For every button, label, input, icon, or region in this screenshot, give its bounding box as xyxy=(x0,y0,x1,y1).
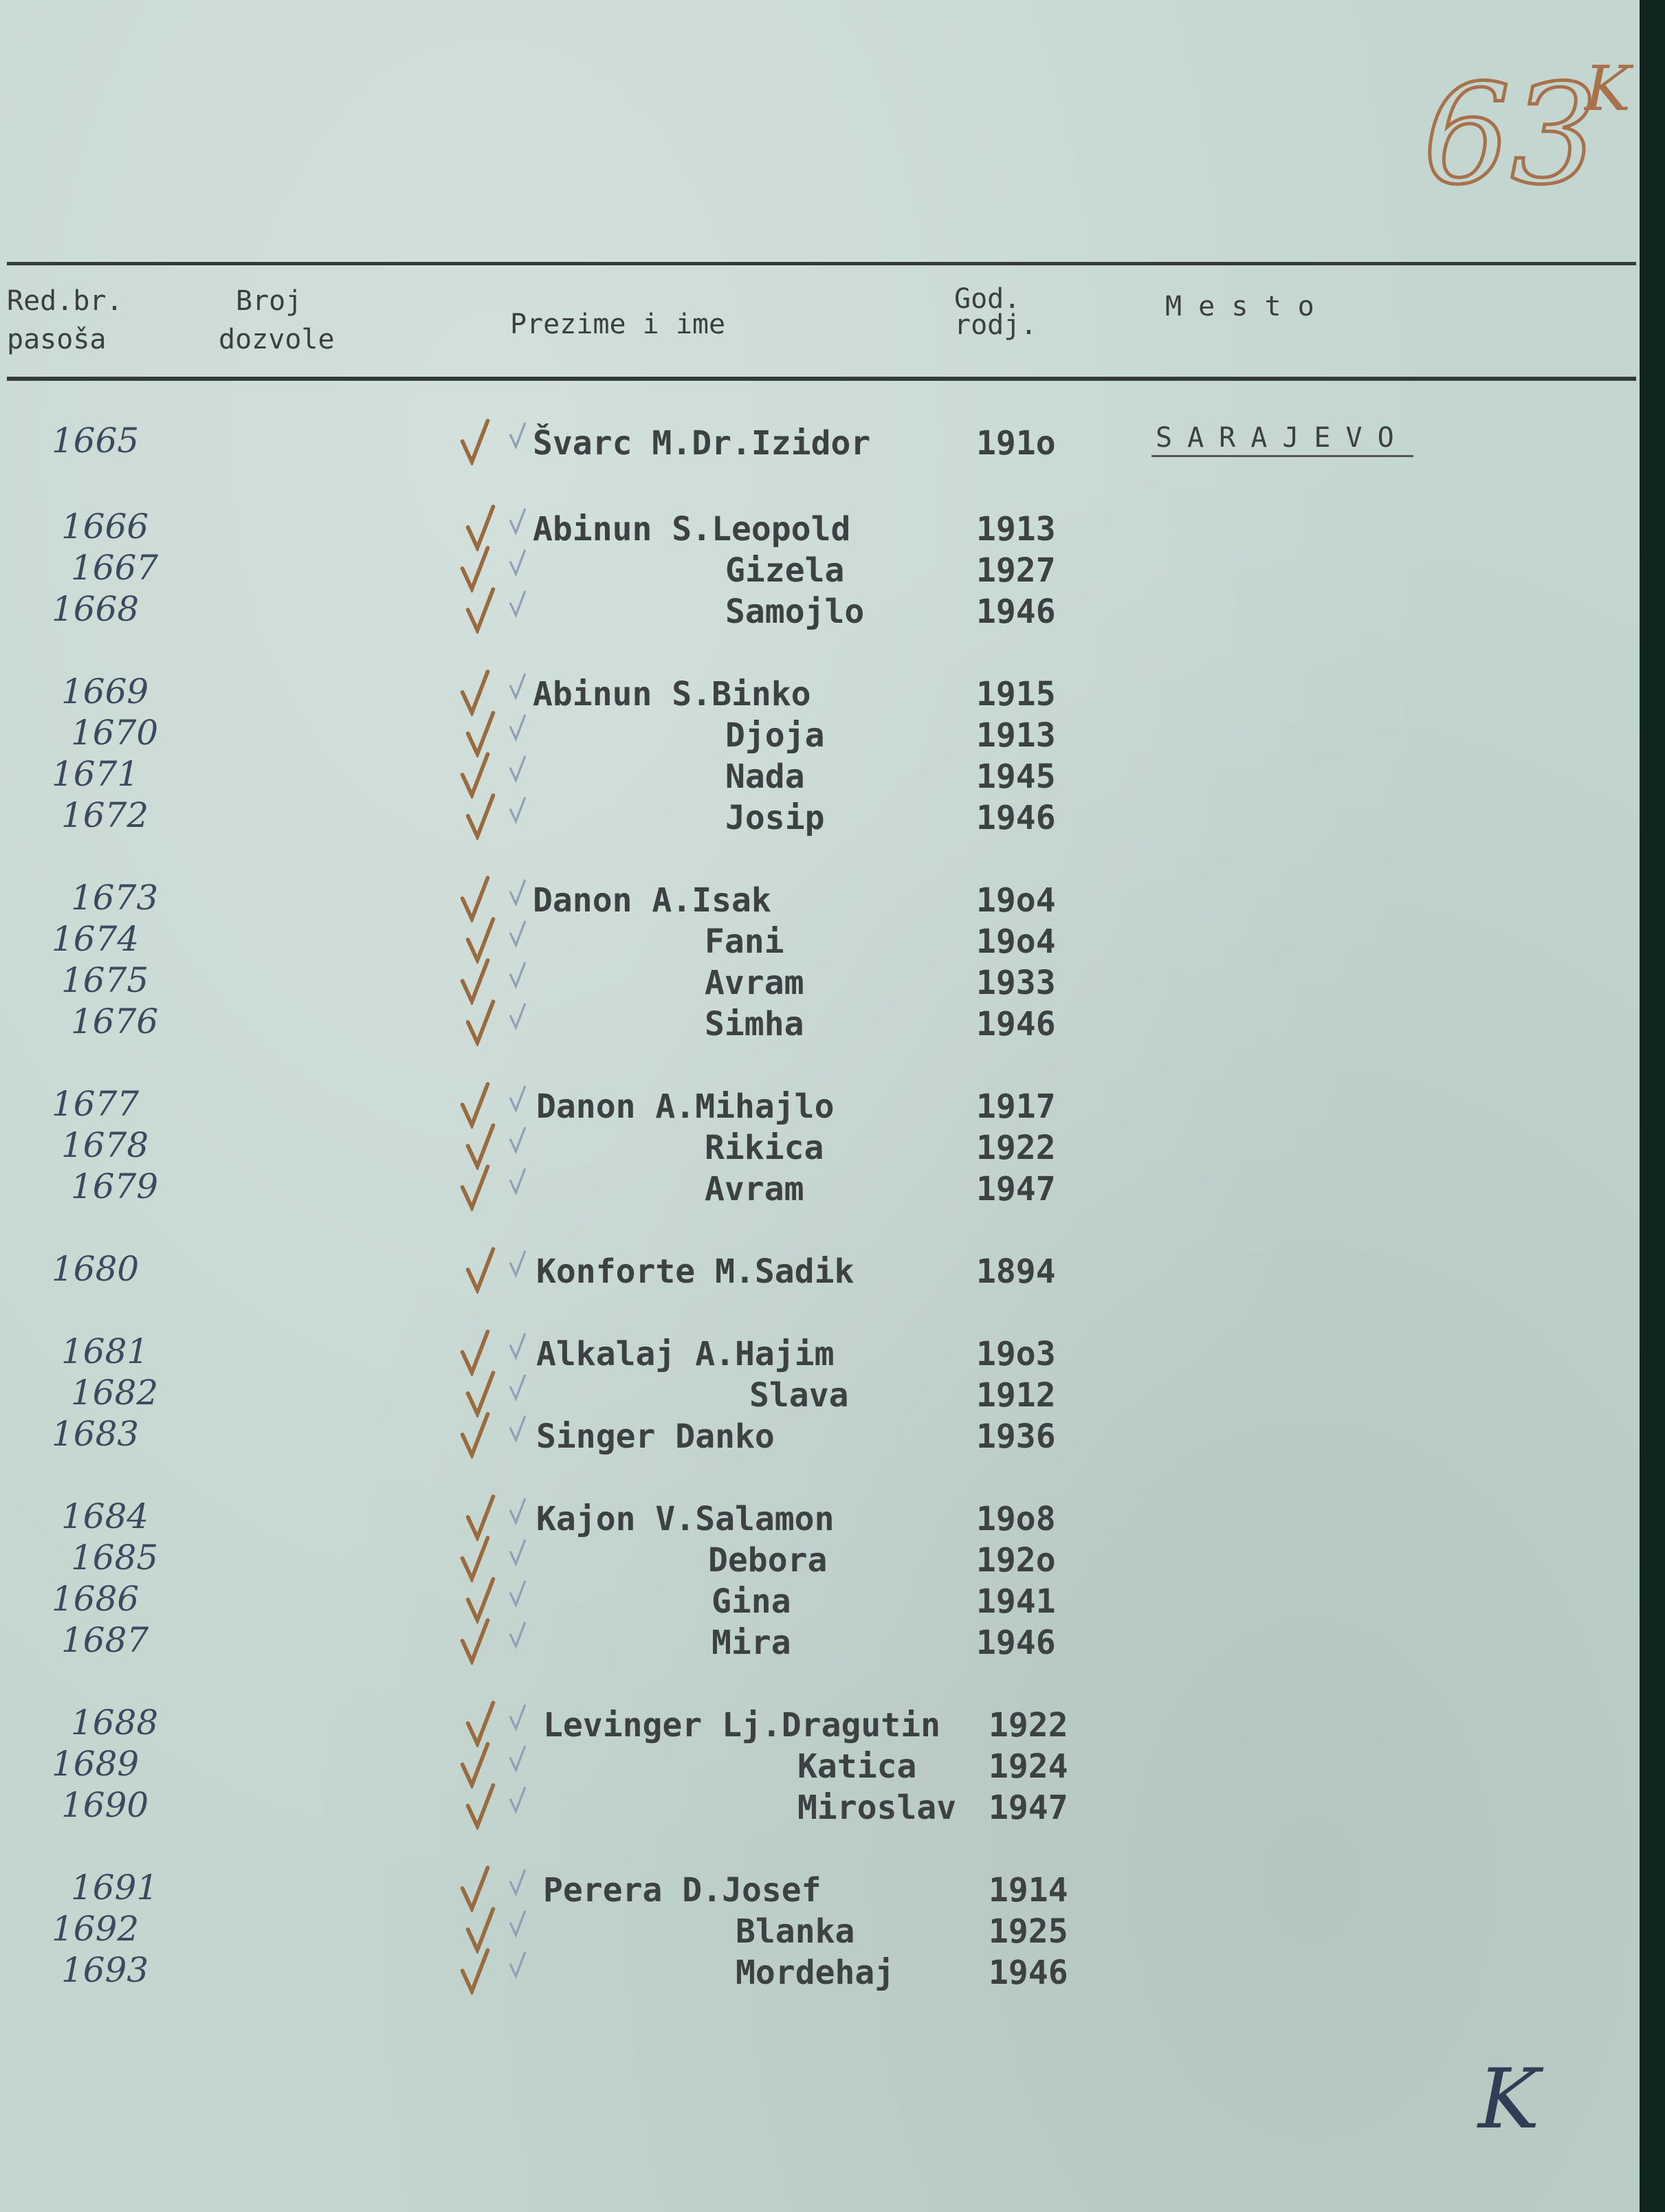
passport-number: 1681 xyxy=(61,1331,149,1371)
person-name: Miroslav xyxy=(797,1789,957,1827)
check-mark-icon xyxy=(509,793,527,826)
person-name: Singer Danko xyxy=(536,1417,775,1456)
birth-year: 1947 xyxy=(976,1170,1056,1208)
check-mark-icon xyxy=(509,1164,527,1197)
birth-year: 1941 xyxy=(976,1582,1056,1621)
check-mark-icon xyxy=(509,1577,527,1610)
person-name: Rikica xyxy=(705,1129,824,1167)
passport-number: 1675 xyxy=(61,960,149,1000)
check-mark-icon xyxy=(459,1163,491,1211)
birth-year: 19o4 xyxy=(976,922,1056,961)
check-mark-icon xyxy=(509,587,527,620)
check-mark-icon xyxy=(509,752,527,785)
check-mark-icon xyxy=(509,1948,527,1981)
check-mark-icon xyxy=(465,586,496,634)
person-name: Perera D.Josef xyxy=(543,1871,822,1910)
person-name: Blanka xyxy=(736,1912,855,1951)
passport-number: 1674 xyxy=(52,919,140,959)
check-mark-icon xyxy=(509,1329,527,1362)
passport-number: 1688 xyxy=(71,1703,159,1743)
header-prezime-ime: Prezime i ime xyxy=(510,309,726,340)
passport-number: 1684 xyxy=(61,1496,149,1536)
birth-year: 192o xyxy=(976,1541,1056,1580)
check-mark-icon xyxy=(509,1701,527,1734)
check-mark-icon xyxy=(465,1782,496,1830)
birth-year: 19o3 xyxy=(976,1335,1056,1373)
passport-number: 1693 xyxy=(61,1950,149,1990)
check-mark-icon xyxy=(509,1536,527,1569)
person-name: Švarc M.Dr.Izidor xyxy=(533,424,871,463)
person-name: Mira xyxy=(712,1624,791,1662)
person-name: Danon A.Mihajlo xyxy=(536,1087,835,1126)
person-name: Djoja xyxy=(725,716,825,755)
birth-year: 1946 xyxy=(989,1954,1068,1992)
passport-number: 1678 xyxy=(61,1125,149,1165)
scan-edge xyxy=(1640,0,1665,2212)
header-red-br: Red.br. pasoša xyxy=(7,285,123,355)
passport-number: 1676 xyxy=(71,1002,159,1041)
initial-k-text: K xyxy=(1478,2052,1540,2141)
check-mark-icon xyxy=(509,1618,527,1651)
header-mesto: M e s t o xyxy=(1165,291,1314,322)
check-mark-icon xyxy=(459,1617,491,1665)
check-mark-icon xyxy=(509,1742,527,1775)
initial-k-mark xyxy=(1475,2052,1557,2141)
check-mark-icon xyxy=(509,711,527,744)
birth-year: 19o4 xyxy=(976,881,1056,920)
passport-number: 1685 xyxy=(71,1538,159,1578)
birth-year: 1914 xyxy=(989,1871,1068,1910)
person-name: Alkalaj A.Hajim xyxy=(536,1335,835,1373)
person-name: Abinun S.Leopold xyxy=(533,510,851,549)
check-mark-icon xyxy=(465,1246,496,1294)
page-number-mark xyxy=(1416,41,1643,220)
passport-number: 1690 xyxy=(61,1785,149,1825)
person-name: Abinun S.Binko xyxy=(533,675,811,714)
person-name: Danon A.Isak xyxy=(533,881,771,920)
birth-year: 1922 xyxy=(989,1706,1068,1745)
check-mark-icon xyxy=(509,876,527,909)
person-name: Samojlo xyxy=(725,593,865,631)
passport-number: 1673 xyxy=(71,878,159,918)
birth-year: 1915 xyxy=(976,675,1056,714)
birth-year: 1946 xyxy=(976,1005,1056,1043)
person-name: Konforte M.Sadik xyxy=(536,1252,854,1291)
check-mark-icon xyxy=(509,1412,527,1445)
person-name: Nada xyxy=(725,757,805,796)
page-number-text: 63 xyxy=(1423,55,1598,215)
person-name: Simha xyxy=(705,1005,804,1043)
check-mark-icon xyxy=(509,670,527,703)
check-mark-icon xyxy=(509,419,527,452)
passport-number: 1692 xyxy=(52,1909,140,1949)
check-mark-icon xyxy=(509,1123,527,1156)
birth-year: 1924 xyxy=(989,1747,1068,1786)
check-mark-icon xyxy=(509,546,527,579)
passport-number: 1679 xyxy=(71,1166,159,1206)
passport-number: 1682 xyxy=(71,1373,159,1413)
birth-year: 1925 xyxy=(989,1912,1068,1951)
check-mark-icon xyxy=(509,999,527,1032)
passport-number: 1691 xyxy=(71,1868,159,1907)
birth-year: 1947 xyxy=(989,1789,1068,1827)
page-number-suffix: K xyxy=(1585,53,1631,125)
check-mark-icon xyxy=(509,958,527,991)
header-god-rodj: God. rodj. xyxy=(954,283,1037,341)
birth-year: 191o xyxy=(976,424,1056,463)
place-name: SARAJEVO xyxy=(1151,422,1413,457)
check-mark-icon xyxy=(459,1411,491,1459)
person-name: Avram xyxy=(705,964,804,1002)
person-name: Mordehaj xyxy=(736,1954,895,1992)
check-mark-icon xyxy=(509,917,527,950)
check-mark-icon xyxy=(509,1907,527,1940)
header-bottom-rule xyxy=(7,377,1636,381)
person-name: Levinger Lj.Dragutin xyxy=(543,1706,940,1745)
birth-year: 1945 xyxy=(976,757,1056,796)
passport-number: 1668 xyxy=(52,589,140,629)
check-mark-icon xyxy=(459,1947,491,1995)
check-mark-icon xyxy=(509,1866,527,1899)
passport-number: 1686 xyxy=(52,1579,140,1619)
header-broj-dozvole: Broj dozvole xyxy=(219,285,335,355)
check-mark-icon xyxy=(509,1783,527,1816)
check-mark-icon xyxy=(509,1247,527,1280)
passport-number: 1667 xyxy=(71,548,159,588)
birth-year: 1946 xyxy=(976,1624,1056,1662)
person-name: Josip xyxy=(725,799,825,837)
birth-year: 19o8 xyxy=(976,1500,1056,1538)
birth-year: 1912 xyxy=(976,1376,1056,1415)
birth-year: 1946 xyxy=(976,799,1056,837)
passport-number: 1687 xyxy=(61,1620,149,1660)
birth-year: 1913 xyxy=(976,716,1056,755)
passport-number: 1680 xyxy=(52,1249,140,1289)
passport-number: 1672 xyxy=(61,795,149,835)
passport-number: 1677 xyxy=(52,1084,140,1124)
passport-number: 1671 xyxy=(52,754,140,794)
birth-year: 1933 xyxy=(976,964,1056,1002)
person-name: Gina xyxy=(712,1582,791,1621)
person-name: Debora xyxy=(708,1541,828,1580)
check-mark-icon xyxy=(509,1082,527,1115)
birth-year: 1894 xyxy=(976,1252,1056,1291)
person-name: Slava xyxy=(749,1376,849,1415)
passport-number: 1665 xyxy=(52,421,140,461)
birth-year: 1946 xyxy=(976,593,1056,631)
birth-year: 1917 xyxy=(976,1087,1056,1126)
passport-number: 1669 xyxy=(61,672,149,711)
birth-year: 1927 xyxy=(976,551,1056,590)
passport-number: 1689 xyxy=(52,1744,140,1784)
person-name: Gizela xyxy=(725,551,845,590)
check-mark-icon xyxy=(509,1371,527,1404)
person-name: Katica xyxy=(797,1747,917,1786)
passport-number: 1666 xyxy=(61,507,149,546)
check-mark-icon xyxy=(509,505,527,538)
header-top-rule xyxy=(7,262,1636,265)
birth-year: 1936 xyxy=(976,1417,1056,1456)
check-mark-icon xyxy=(509,1494,527,1527)
check-mark-icon xyxy=(465,792,496,840)
person-name: Kajon V.Salamon xyxy=(536,1500,835,1538)
check-mark-icon xyxy=(459,417,491,465)
birth-year: 1913 xyxy=(976,510,1056,549)
birth-year: 1922 xyxy=(976,1129,1056,1167)
person-name: Avram xyxy=(705,1170,804,1208)
passport-number: 1670 xyxy=(71,713,159,753)
passport-number: 1683 xyxy=(52,1414,140,1454)
person-name: Fani xyxy=(705,922,784,961)
check-mark-icon xyxy=(465,998,496,1046)
